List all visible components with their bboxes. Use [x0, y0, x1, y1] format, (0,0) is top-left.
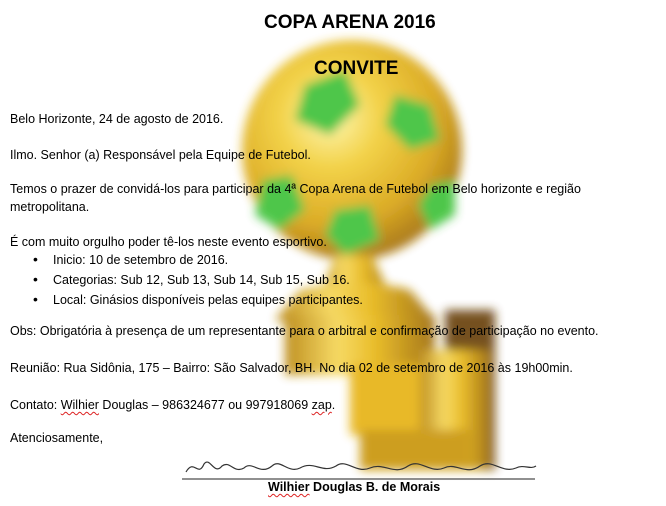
list-item: • Categorias: Sub 12, Sub 13, Sub 14, Sub 15, Sub 16. — [33, 269, 363, 289]
signature-name-rest: Douglas B. de Morais — [309, 480, 441, 494]
contact-zap: zap — [311, 398, 332, 412]
pride-line: É com muito orgulho poder tê-los neste evento esportivo. — [10, 235, 327, 249]
signature-name — [268, 480, 440, 494]
closing-line: Atenciosamente, — [10, 431, 104, 445]
invite-line-2: metropolitana. — [10, 200, 90, 214]
invite-line-1: Temos o prazer de convidá-los para participar da 4ª Copa Arena de Futebol em Belo horizonte e região — [10, 182, 581, 196]
date-line: Belo Horizonte, 24 de agosto de 2016. — [10, 112, 224, 126]
contact-prefix: Contato: — [10, 398, 61, 412]
contact-line — [10, 398, 335, 412]
signature-name-first: Wilhier — [268, 480, 310, 494]
meeting-line: Reunião: Rua Sidônia, 175 – Bairro: São Salvador, BH. No dia 02 de setembro de 2016 às 19h00min. — [10, 361, 573, 375]
contact-details: Douglas – 986324677 ou 997918069 — [98, 398, 312, 412]
contact-name-first: Wilhier — [60, 398, 99, 412]
list-item: • Local: Ginásios disponíveis pelas equipes participantes. — [33, 289, 363, 309]
list-item: • Inicio: 10 de setembro de 2016. — [33, 249, 363, 269]
obs-line: Obs: Obrigatória à presença de um representante para o arbitral e confirmação de participação no evento. — [10, 324, 599, 338]
salutation: Ilmo. Senhor (a) Responsável pela Equipe de Futebol. — [10, 148, 311, 162]
page-title: COPA ARENA 2016 — [264, 12, 436, 33]
event-details-list — [33, 249, 363, 309]
page-subtitle: CONVITE — [314, 58, 399, 79]
contact-suffix: . — [331, 398, 336, 412]
